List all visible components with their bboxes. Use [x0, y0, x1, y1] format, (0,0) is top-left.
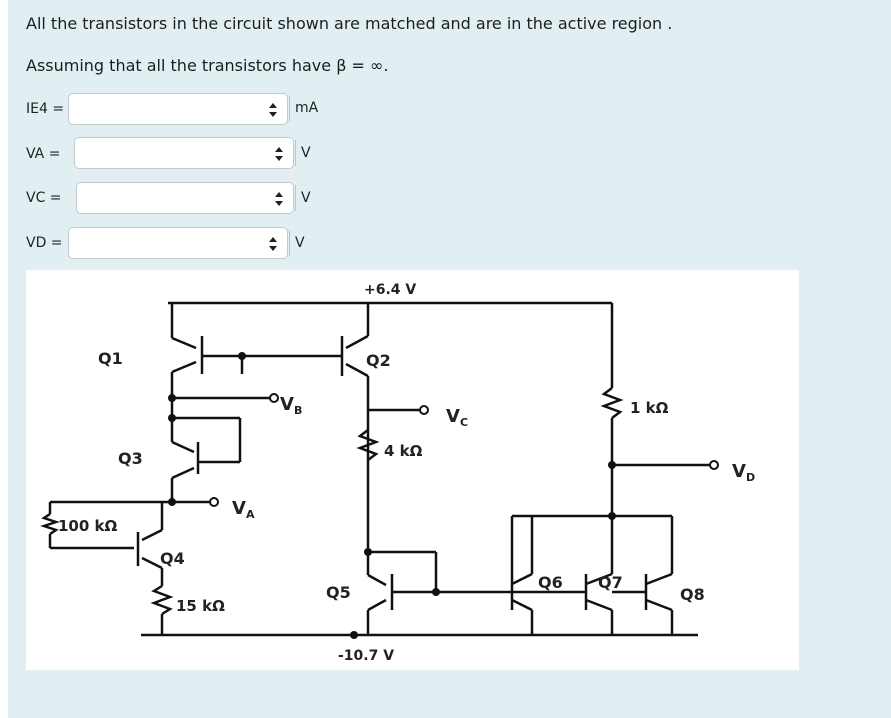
answer-label-vc: VC =: [26, 190, 62, 206]
answer-row-vc: [26, 181, 62, 215]
resistor-100k-label: 100 kΩ: [58, 517, 118, 535]
spinner-arrows-icon[interactable]: [269, 237, 277, 251]
vc-input[interactable]: [76, 182, 294, 214]
answer-row-va: [26, 137, 60, 171]
unit-divider: [289, 230, 290, 256]
q2-label: Q2: [366, 351, 391, 370]
circuit-diagram: [26, 270, 799, 670]
q5-label: Q5: [326, 583, 351, 602]
q1-label: Q1: [98, 349, 123, 368]
va-unit: V: [301, 145, 311, 161]
q6-label: Q6: [538, 573, 563, 592]
vd-unit: V: [295, 235, 305, 251]
supply-negative-label: -10.7 V: [338, 648, 395, 664]
resistor-1k-label: 1 kΩ: [630, 399, 669, 417]
vd-label: $V_D$: [732, 461, 756, 484]
va-label: $V_A$: [232, 498, 255, 521]
answer-label-ie4: IE4 =: [26, 101, 65, 117]
unit-divider: [295, 185, 296, 211]
answer-row-vd: [26, 226, 63, 260]
question-text-line2: Assuming that all the transistors have β = ∞.: [26, 56, 389, 75]
spinner-arrows-icon[interactable]: [275, 192, 283, 206]
q7-label: Q7: [598, 573, 623, 592]
q8-label: Q8: [680, 585, 705, 604]
vc-label: $V_C$: [446, 406, 469, 429]
ie4-input[interactable]: [68, 93, 288, 125]
vc-unit: V: [301, 190, 311, 206]
resistor-15k-label: 15 kΩ: [176, 597, 225, 615]
unit-divider: [295, 140, 296, 166]
q4-label: Q4: [160, 549, 185, 568]
unit-divider: [289, 96, 290, 122]
supply-positive-label: +6.4 V: [364, 282, 417, 298]
ie4-unit: mA: [295, 100, 319, 116]
spinner-arrows-icon[interactable]: [269, 103, 277, 117]
va-input[interactable]: [74, 137, 294, 169]
vd-input[interactable]: [68, 227, 288, 259]
resistor-4k-label: 4 kΩ: [384, 442, 423, 460]
answer-row-ie4: [26, 92, 64, 126]
answer-label-va: VA =: [26, 146, 61, 162]
q3-label: Q3: [118, 449, 143, 468]
answer-label-vd: VD =: [26, 235, 63, 251]
question-text-line1: All the transistors in the circuit shown are matched and are in the active region .: [26, 14, 673, 33]
vb-label: $V_B$: [280, 394, 303, 417]
circuit-schematic: [26, 270, 799, 670]
spinner-arrows-icon[interactable]: [275, 147, 283, 161]
